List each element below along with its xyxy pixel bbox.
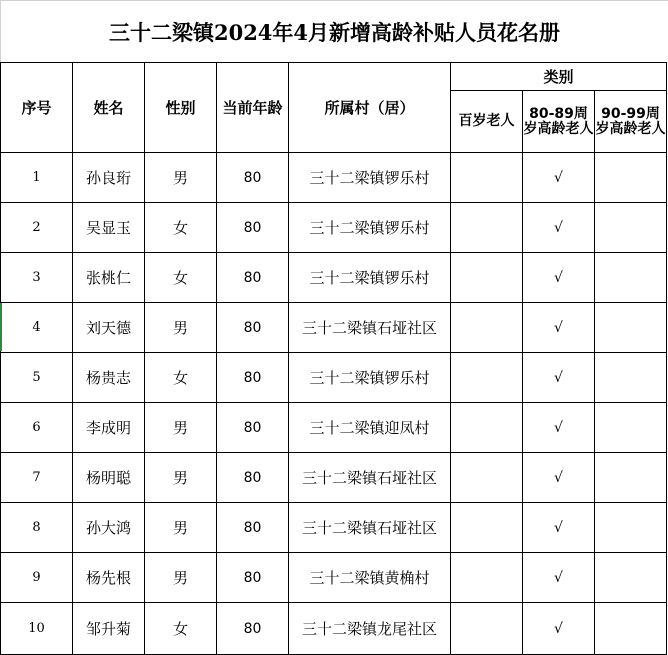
row-category-90-99 [595,603,667,655]
row-village: 三十二梁镇锣乐村 [289,353,451,403]
table-row [1,453,667,503]
header-gender: 性别 [145,63,217,153]
row-name: 杨先根 [73,553,145,603]
row-selection-marker [0,303,2,351]
row-age: 80 [217,203,289,253]
row-village: 三十二梁镇锣乐村 [289,253,451,303]
row-category-80-89: √ [523,203,595,253]
row-name: 李成明 [73,403,145,453]
header-category: 类别 [451,63,667,91]
row-age: 80 [217,403,289,453]
row-index: 5 [1,353,73,403]
row-category-80-89: √ [523,553,595,603]
table-row [1,253,667,303]
row-category-90-99 [595,253,667,303]
row-category-100 [451,503,523,553]
row-village: 三十二梁镇石垭社区 [289,503,451,553]
row-category-90-99 [595,353,667,403]
row-name: 邹升菊 [73,603,145,655]
row-age: 80 [217,453,289,503]
row-name: 杨明聪 [73,453,145,503]
row-category-80-89: √ [523,253,595,303]
header-village: 所属村（居） [289,63,451,153]
header-age: 当前年龄 [217,63,289,153]
row-name: 杨贵志 [73,353,145,403]
row-index: 9 [1,553,73,603]
header-category-80-89: 80-89周岁高龄老人 [523,91,595,153]
row-age: 80 [217,153,289,203]
row-category-80-89: √ [523,153,595,203]
row-index: 7 [1,453,73,503]
row-index: 2 [1,203,73,253]
row-gender: 女 [145,253,217,303]
row-name: 孙大鸿 [73,503,145,553]
header-name: 姓名 [73,63,145,153]
row-category-80-89: √ [523,403,595,453]
row-age: 80 [217,353,289,403]
row-category-90-99 [595,403,667,453]
row-age: 80 [217,553,289,603]
row-index: 1 [1,153,73,203]
row-category-80-89: √ [523,453,595,503]
header-category-100: 百岁老人 [451,91,523,153]
row-village: 三十二梁镇锣乐村 [289,203,451,253]
row-category-100 [451,303,523,353]
row-category-80-89: √ [523,603,595,655]
elderly-subsidy-table [0,62,667,655]
row-village: 三十二梁镇黄桷村 [289,553,451,603]
row-name: 吴显玉 [73,203,145,253]
row-gender: 男 [145,153,217,203]
row-category-90-99 [595,453,667,503]
row-index: 3 [1,253,73,303]
row-index: 6 [1,403,73,453]
row-age: 80 [217,503,289,553]
row-village: 三十二梁镇石垭社区 [289,303,451,353]
row-category-100 [451,453,523,503]
row-category-90-99 [595,203,667,253]
document-title: 三十二梁镇2024年4月新增高龄补贴人员花名册 [0,0,668,62]
row-category-100 [451,603,523,655]
row-gender: 男 [145,503,217,553]
row-category-100 [451,253,523,303]
header-category-90-99: 90-99周岁高龄老人 [595,91,667,153]
header-index: 序号 [1,63,73,153]
table-row [1,553,667,603]
row-category-100 [451,353,523,403]
row-name: 孙良珩 [73,153,145,203]
row-gender: 女 [145,603,217,655]
row-index: 4 [1,303,73,353]
row-village: 三十二梁镇龙尾社区 [289,603,451,655]
row-gender: 男 [145,453,217,503]
table-row [1,153,667,203]
row-gender: 男 [145,403,217,453]
row-category-80-89: √ [523,303,595,353]
row-category-80-89: √ [523,353,595,403]
table-row [1,403,667,453]
row-village: 三十二梁镇迎凤村 [289,403,451,453]
table-row [1,603,667,655]
row-gender: 女 [145,203,217,253]
table-row [1,203,667,253]
row-gender: 女 [145,353,217,403]
row-age: 80 [217,303,289,353]
row-category-90-99 [595,153,667,203]
row-category-90-99 [595,303,667,353]
row-category-100 [451,153,523,203]
row-age: 80 [217,603,289,655]
row-village: 三十二梁镇石垭社区 [289,453,451,503]
row-index: 10 [1,603,73,655]
row-category-100 [451,553,523,603]
row-category-100 [451,403,523,453]
row-name: 刘天德 [73,303,145,353]
row-index: 8 [1,503,73,553]
row-gender: 男 [145,303,217,353]
row-category-90-99 [595,553,667,603]
row-name: 张桃仁 [73,253,145,303]
table-row [1,353,667,403]
row-category-100 [451,203,523,253]
row-village: 三十二梁镇锣乐村 [289,153,451,203]
row-category-90-99 [595,503,667,553]
table-row [1,503,667,553]
table-row [1,303,667,353]
row-category-80-89: √ [523,503,595,553]
row-gender: 男 [145,553,217,603]
row-age: 80 [217,253,289,303]
